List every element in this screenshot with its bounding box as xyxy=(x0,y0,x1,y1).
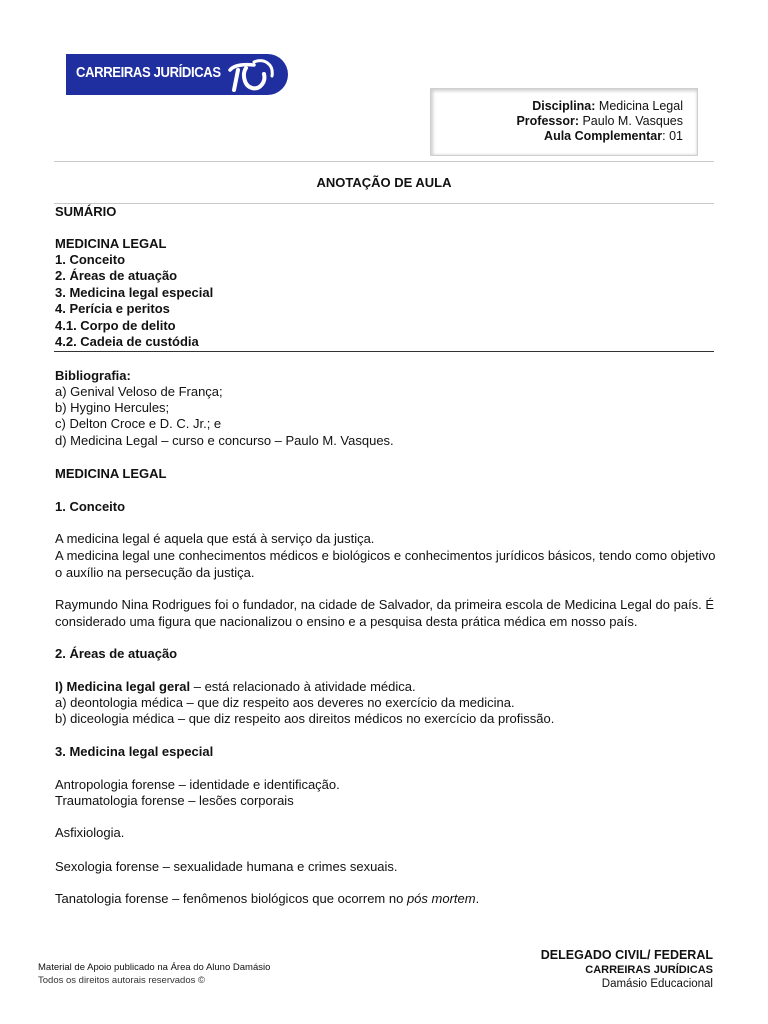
disciplina-value: Medicina Legal xyxy=(595,99,683,113)
bibliography-heading: Bibliografia: xyxy=(55,368,131,383)
footer-right xyxy=(541,947,713,992)
tanatologia-end: . xyxy=(475,891,480,906)
summary-subject: MEDICINA LEGAL xyxy=(55,236,167,251)
header-divider xyxy=(54,161,714,162)
summary-heading: SUMÁRIO xyxy=(55,204,117,219)
footer-company: Damásio Educacional xyxy=(601,978,713,990)
summary-item: 3. Medicina legal especial xyxy=(55,285,214,300)
footer-rights-line: Todos os direitos autorais reservados © xyxy=(38,975,205,986)
summary-item: 4. Perícia e peritos xyxy=(55,301,170,316)
antropologia-line: Antropologia forense – identidade e identificação. xyxy=(55,777,340,792)
aula-label: Aula Complementar xyxy=(544,129,663,143)
professor-value: Paulo M. Vasques xyxy=(579,114,683,128)
nina-rodrigues-paragraph: Raymundo Nina Rodrigues foi o fundador, na cidade de Salvador, da primeira escola de Medicina Legal do país. É considerado uma figura que nacionalizou o ensino e a pesquisa desta prática médica em nosso país. xyxy=(55,597,715,629)
summary-item: 1. Conceito xyxy=(55,252,126,267)
tanatologia-italic: pós mortem xyxy=(406,891,476,906)
bibliography-item: c) Delton Croce e D. C. Jr.; e xyxy=(55,416,222,431)
footer-brand: CARREIRAS JURÍDICAS xyxy=(585,964,713,976)
traumatologia-line: Traumatologia forense – lesões corporais xyxy=(55,793,294,808)
aula-line xyxy=(516,129,683,144)
logo-text: CARREIRAS JURÍDICAS xyxy=(76,65,221,81)
title-divider xyxy=(54,203,714,204)
tanatologia-line xyxy=(55,891,479,907)
disciplina-line xyxy=(516,99,683,114)
especial-heading: 3. Medicina legal especial xyxy=(55,744,214,759)
carreiras-juridicas-logo xyxy=(66,54,288,95)
summary-divider xyxy=(54,351,714,352)
bibliography-item: a) Genival Veloso de França; xyxy=(55,384,223,399)
section-title: MEDICINA LEGAL xyxy=(55,466,167,481)
conceito-paragraph-1: A medicina legal é aquela que está à serviço da justiça. xyxy=(55,531,375,546)
footer-left xyxy=(38,961,270,987)
footer-course: DELEGADO CIVIL/ FEDERAL xyxy=(540,948,713,962)
page-title: ANOTAÇÃO DE AULA xyxy=(316,175,452,190)
bibliography-item: d) Medicina Legal – curso e concurso – Paulo M. Vasques. xyxy=(55,433,394,448)
professor-label: Professor: xyxy=(516,114,579,128)
medicina-geral-label: I) Medicina legal geral xyxy=(55,679,191,694)
aula-value: : 01 xyxy=(662,129,683,143)
conceito-paragraph-2: A medicina legal une conhecimentos médicos e biológicos e conhecimentos jurídicos básicos, tendo como objetivo o auxílio na persecução da justiça. xyxy=(55,548,716,580)
sexologia-line: Sexologia forense – sexualidade humana e crimes sexuais. xyxy=(55,859,398,874)
summary-item: 4.2. Cadeia de custódia xyxy=(55,334,199,349)
bibliography-item: b) Hygino Hercules; xyxy=(55,400,170,415)
course-info-box xyxy=(430,88,698,156)
professor-line xyxy=(516,114,683,129)
summary-item: 2. Áreas de atuação xyxy=(55,268,178,283)
conceito-heading: 1. Conceito xyxy=(55,499,126,514)
deontologia-line: a) deontologia médica – que diz respeito aos deveres no exercício da medicina. xyxy=(55,695,515,710)
diceologia-line: b) diceologia médica – que diz respeito aos direitos médicos no exercício da profissão. xyxy=(55,711,555,726)
disciplina-label: Disciplina: xyxy=(532,99,596,113)
footer-material-line: Material de Apoio publicado na Área do Aluno Damásio xyxy=(38,962,271,973)
asfixiologia-line: Asfixiologia. xyxy=(55,825,125,840)
medicina-geral-line xyxy=(55,679,416,695)
summary-item: 4.1. Corpo de delito xyxy=(55,318,176,333)
tanatologia-text: Tanatologia forense – fenômenos biológicos que ocorrem no xyxy=(55,891,407,906)
logo-emblem-icon xyxy=(224,54,288,95)
medicina-geral-desc: – está relacionado à atividade médica. xyxy=(190,679,416,694)
areas-heading: 2. Áreas de atuação xyxy=(55,646,178,661)
